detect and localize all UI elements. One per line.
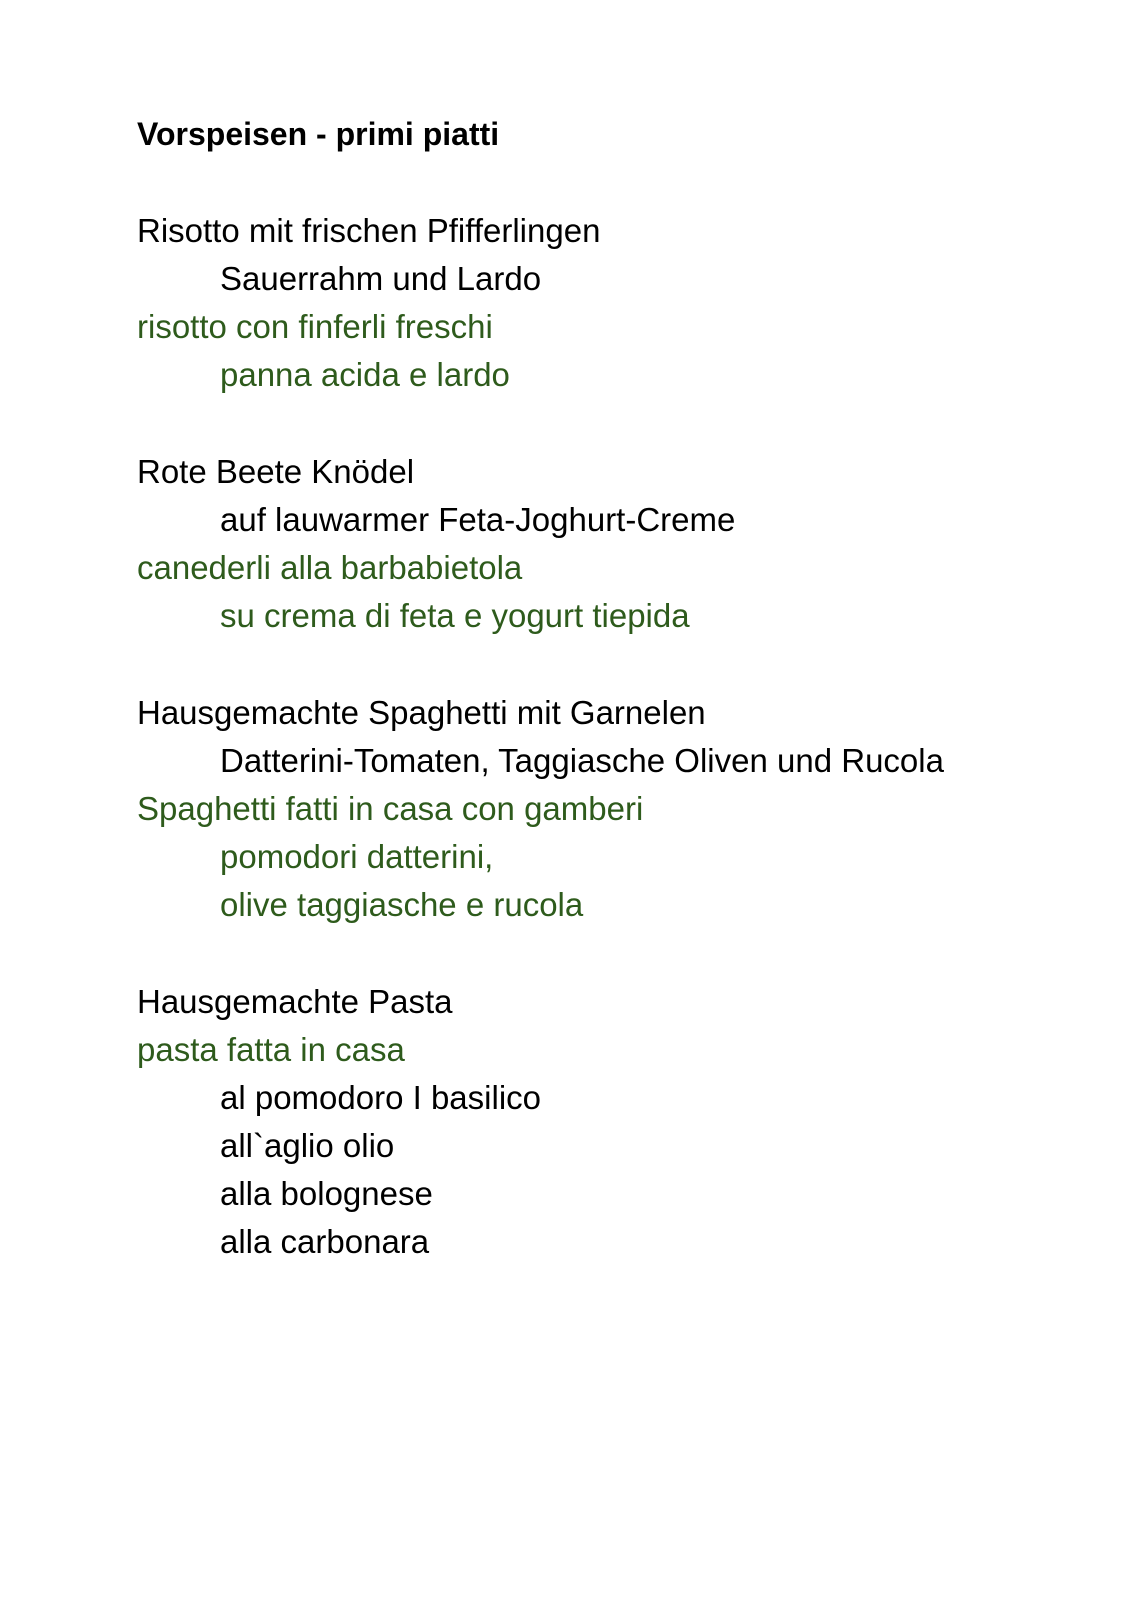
dish-detail-it: su crema di feta e yogurt tiepida <box>220 597 690 634</box>
dish-title-it: pasta fatta in casa <box>137 1031 405 1068</box>
dish-title-de: Rote Beete Knödel <box>137 453 415 490</box>
pasta-variant: alla bolognese <box>220 1175 433 1212</box>
dish-detail-de: Datterini-Tomaten, Taggiasche Oliven und Rucola <box>220 742 944 779</box>
dish-title-de: Risotto mit frischen Pfifferlingen <box>137 212 601 249</box>
dish-title-de: Hausgemachte Spaghetti mit Garnelen <box>137 694 706 731</box>
pasta-variant: all`aglio olio <box>220 1127 395 1164</box>
dish-title-it: risotto con finferli freschi <box>137 308 493 345</box>
dish-detail-it: pomodori datterini, <box>220 838 494 875</box>
pasta-variant: al pomodoro I basilico <box>220 1079 542 1116</box>
dish-title-de: Hausgemachte Pasta <box>137 983 453 1020</box>
dish-detail-de: auf lauwarmer Feta-Joghurt-Creme <box>220 501 736 538</box>
pasta-variant: alla carbonara <box>220 1223 430 1260</box>
dish-detail-it: olive taggiasche e rucola <box>220 886 584 923</box>
section-heading: Vorspeisen - primi piatti <box>137 116 500 152</box>
dish-detail-it: panna acida e lardo <box>220 356 510 393</box>
dish-title-it: Spaghetti fatti in casa con gamberi <box>137 790 644 827</box>
dish-title-it: canederli alla barbabietola <box>137 549 523 586</box>
dish-detail-de: Sauerrahm und Lardo <box>220 260 542 297</box>
